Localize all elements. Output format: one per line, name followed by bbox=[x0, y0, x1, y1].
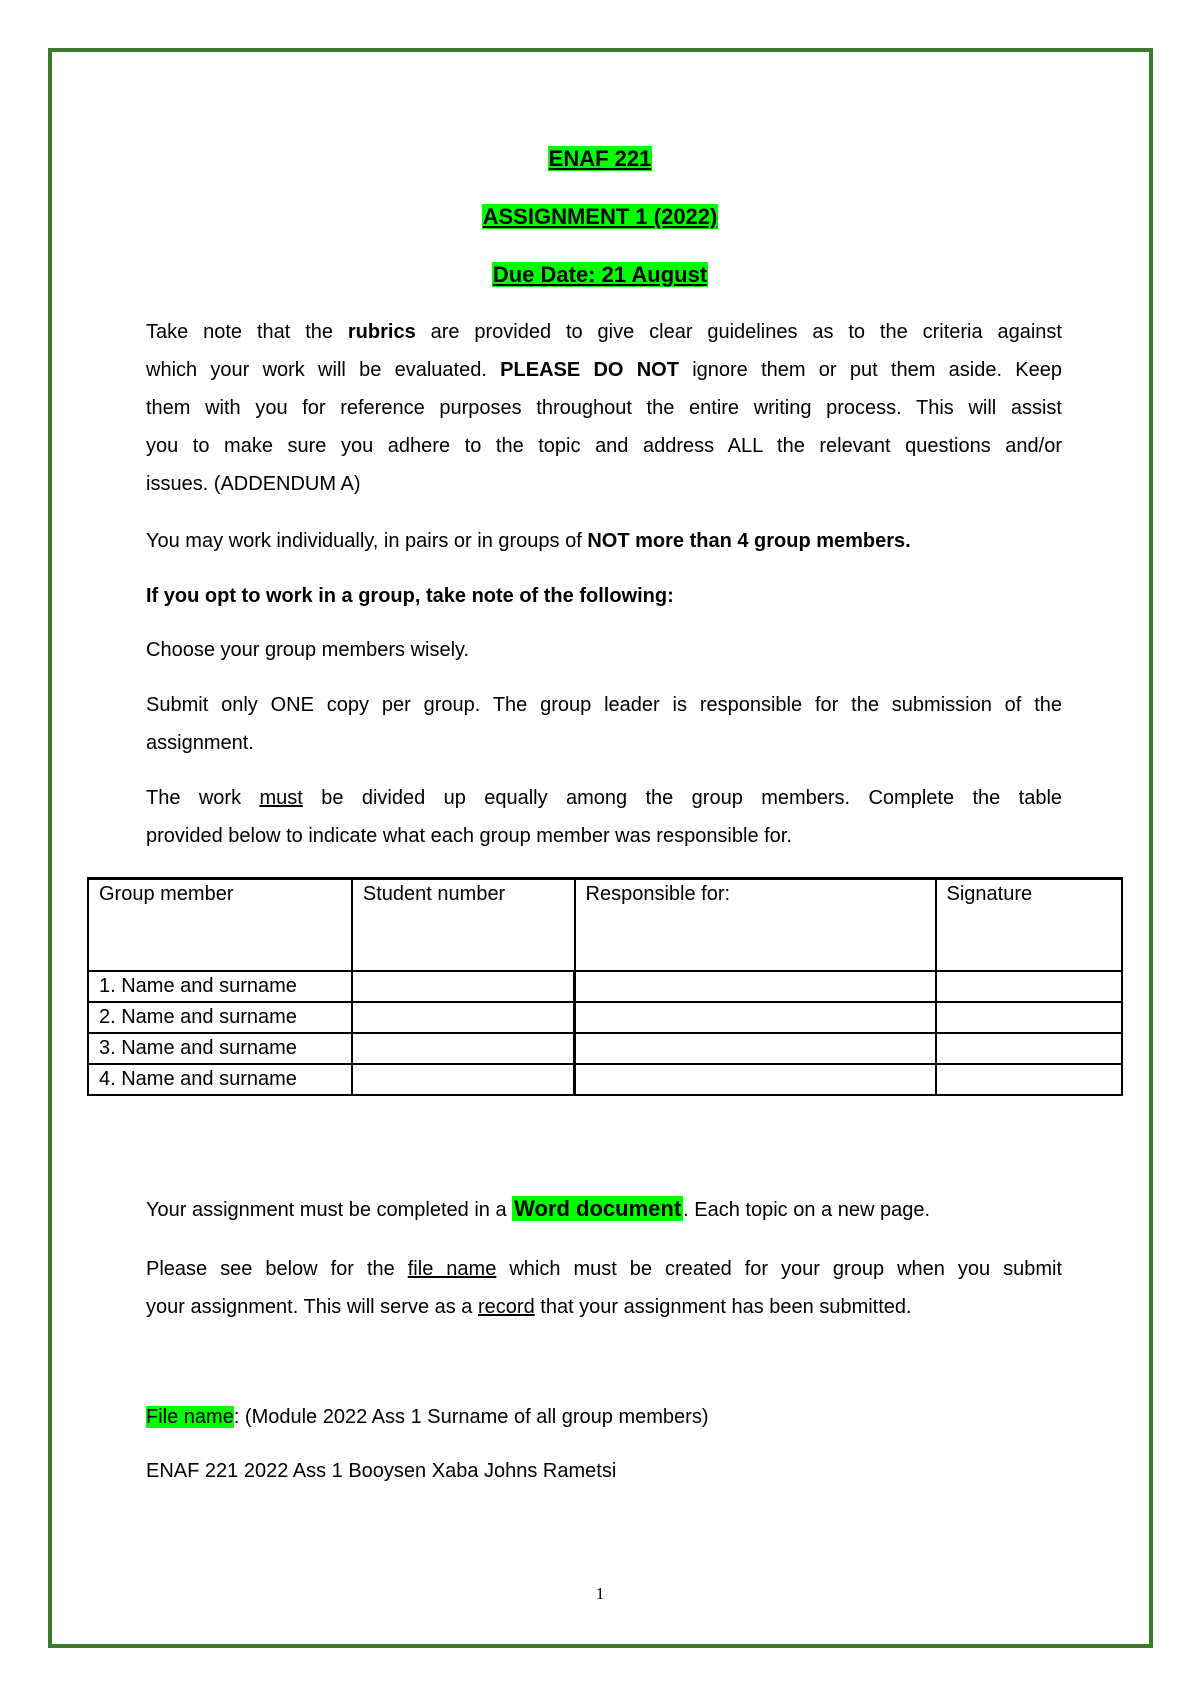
course-code: ENAF 221 bbox=[548, 146, 652, 171]
header-student-number: Student number bbox=[352, 879, 575, 972]
submit-paragraph bbox=[146, 686, 1062, 762]
student-number-cell bbox=[352, 1002, 575, 1033]
header-responsible-for: Responsible for: bbox=[575, 879, 936, 972]
group-heading: If you opt to work in a group, take note of the following: bbox=[146, 585, 674, 607]
student-number-cell bbox=[352, 971, 575, 1002]
due-date-title bbox=[0, 262, 1200, 288]
responsible-cell bbox=[575, 971, 936, 1002]
responsible-cell bbox=[575, 1033, 936, 1064]
file-name-paragraph bbox=[146, 1250, 1062, 1326]
file-name-line-1: Please see below for the file name which must be created for your group when you submit bbox=[146, 1258, 1063, 1280]
table-row bbox=[88, 1064, 1122, 1095]
due-date: Due Date: 21 August bbox=[492, 262, 708, 287]
course-title bbox=[0, 146, 1200, 172]
file-name-label: File name bbox=[146, 1406, 234, 1428]
group-members-table bbox=[87, 877, 1123, 1096]
table-row bbox=[88, 1033, 1122, 1064]
file-name-example: ENAF 221 2022 Ass 1 Booysen Xaba Johns Rametsi bbox=[146, 1460, 617, 1482]
member-name-cell: 4. Name and surname bbox=[88, 1064, 352, 1095]
intro-line-2: which your work will be evaluated. PLEASE DO NOT ignore them or put them aside. Keep bbox=[146, 359, 1062, 381]
student-number-cell bbox=[352, 1064, 575, 1095]
page-number: 1 bbox=[595, 1584, 605, 1603]
work-mode-text: You may work individually, in pairs or in groups of NOT more than 4 group members. bbox=[146, 530, 911, 552]
responsible-cell bbox=[575, 1002, 936, 1033]
table-row bbox=[88, 971, 1122, 1002]
choose-members-text: Choose your group members wisely. bbox=[146, 639, 470, 661]
assignment-label: ASSIGNMENT 1 (2022) bbox=[482, 204, 718, 229]
divide-line-1: The work must be divided up equally among the group members. Complete the table bbox=[146, 787, 1063, 809]
signature-cell bbox=[936, 1002, 1123, 1033]
member-name-cell: 2. Name and surname bbox=[88, 1002, 352, 1033]
member-name-cell: 3. Name and surname bbox=[88, 1033, 352, 1064]
table-row bbox=[88, 1002, 1122, 1033]
responsible-cell bbox=[575, 1064, 936, 1095]
file-name-label-line: File name: (Module 2022 Ass 1 Surname of all group members) bbox=[146, 1406, 709, 1428]
word-document-text: Your assignment must be completed in a Word document . Each topic on a new page. bbox=[146, 1196, 931, 1221]
intro-paragraph bbox=[146, 313, 1062, 503]
header-group-member: Group member bbox=[88, 879, 352, 972]
intro-line-1: Take note that the rubrics are provided to give clear guidelines as to the criteria against bbox=[146, 321, 1062, 343]
intro-line-3: them with you for reference purposes throughout the entire writing process. This will assist bbox=[146, 397, 1062, 419]
submit-line-1: Submit only ONE copy per group. The group leader is responsible for the submission of the bbox=[146, 694, 1062, 716]
assignment-title bbox=[0, 204, 1200, 230]
member-name-cell: 1. Name and surname bbox=[88, 971, 352, 1002]
signature-cell bbox=[936, 1064, 1123, 1095]
divide-line-2: provided below to indicate what each group member was responsible for. bbox=[146, 825, 792, 847]
submit-line-2: assignment. bbox=[146, 732, 254, 754]
table-header-row bbox=[88, 879, 1122, 972]
header-signature: Signature bbox=[936, 879, 1123, 972]
intro-line-4: you to make sure you adhere to the topic and address ALL the relevant questions and/or bbox=[146, 435, 1062, 457]
divide-paragraph bbox=[146, 779, 1062, 855]
file-name-line-2: your assignment. This will serve as a record that your assignment has been submitted. bbox=[146, 1296, 912, 1318]
signature-cell bbox=[936, 1033, 1123, 1064]
word-document-highlight: Word document bbox=[514, 1196, 682, 1221]
intro-line-5: issues. (ADDENDUM A) bbox=[146, 473, 361, 495]
student-number-cell bbox=[352, 1033, 575, 1064]
signature-cell bbox=[936, 971, 1123, 1002]
